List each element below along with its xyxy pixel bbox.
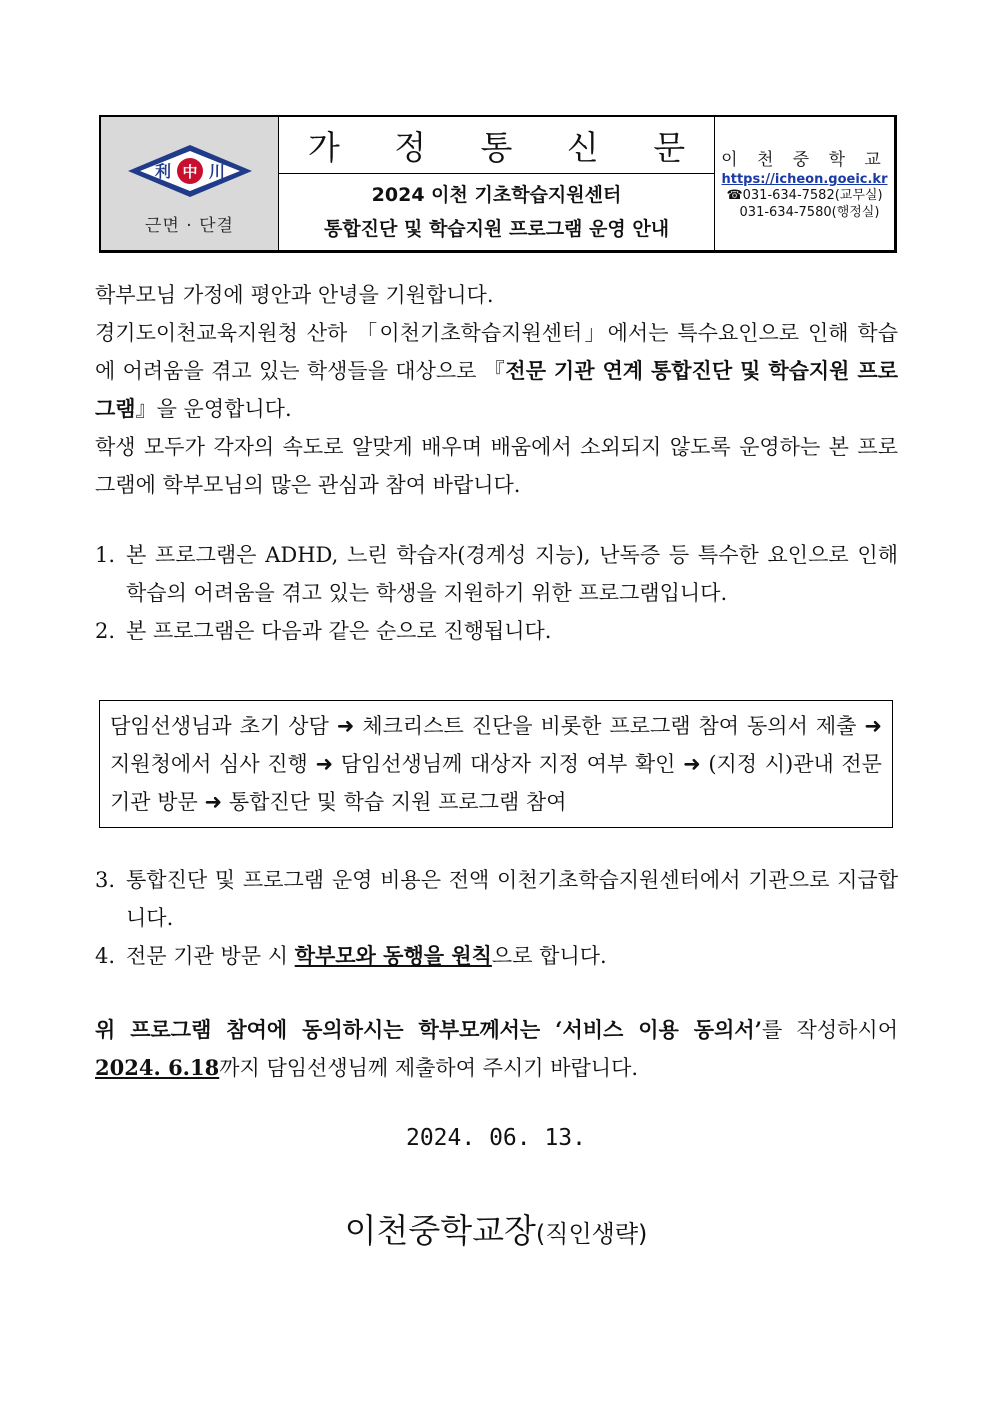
subtitle-line-1: 2024 이천 기초학습지원센터 (371, 184, 622, 206)
items-section-a (95, 536, 898, 650)
newsletter-title: 가 정 통 신 문 (279, 117, 714, 174)
arrow-right-icon: ➜ (864, 714, 882, 738)
item-number: 2. (95, 619, 116, 643)
subtitle-line-2: 통합진단 및 학습지원 프로그램 운영 안내 (323, 218, 670, 240)
item-number: 4. (95, 944, 116, 968)
school-name: 이 천 중 학 교 (721, 150, 888, 170)
list-item-1 (95, 536, 898, 612)
item-text-before: 전문 기관 방문 시 (126, 944, 295, 968)
flow-step-2: 체크리스트 진단을 비롯한 프로그램 참여 동의서 제출 (362, 714, 857, 738)
seal-omitted-note: (직인생략) (535, 1220, 648, 1248)
flow-step-4: 담임선생님께 대상자 지정 여부 확인 (340, 752, 676, 776)
emblem-char-left: 利 (154, 162, 171, 181)
item-number: 1. (95, 543, 116, 567)
item-emphasis: 학부모와 동행을 원칙 (294, 943, 492, 968)
arrow-right-icon: ➜ (336, 714, 355, 738)
arrow-right-icon: ➜ (204, 790, 223, 814)
item-text: 본 프로그램은 ADHD, 느린 학습자(경계성 지능), 난독증 등 특수한 요인으로 인해 학습의 어려움을 겪고 있는 학생을 지원하기 위한 프로그램입니다. (126, 543, 898, 605)
intro-text-a: 경기도이천교육지원청 산하 「이천기초학습지원센터」에서는 특수요인으로 인해 학습에 어려움을 겪고 있는 학생들을 대상으로 『 (95, 321, 898, 383)
closing-mid: 를 작성하시어 (761, 1018, 898, 1042)
newsletter-header (99, 115, 897, 253)
school-logo-cell (101, 117, 279, 250)
process-flow-box (99, 700, 893, 828)
closing-text (95, 1011, 898, 1087)
emblem-char-right: 川 (208, 162, 225, 181)
list-item-2 (95, 612, 898, 650)
arrow-right-icon: ➜ (315, 752, 334, 776)
flow-step-1: 담임선생님과 초기 상담 (110, 714, 329, 738)
program-intro-paragraph (95, 314, 898, 428)
item-text: 통합진단 및 프로그램 운영 비용은 전액 이천기초학습지원센터에서 기관으로 지급합니다. (126, 868, 898, 930)
school-motto: 근면 · 단결 (145, 216, 234, 236)
school-info-cell (715, 117, 894, 250)
greeting-line: 학부모님 가정에 평안과 안녕을 기원합니다. (95, 283, 494, 307)
item-text-after: 으로 합니다. (491, 944, 607, 968)
closing-end: 까지 담임선생님께 제출하여 주시기 바랍니다. (219, 1056, 639, 1080)
newsletter-subtitle (279, 174, 714, 250)
list-item-4 (95, 937, 898, 975)
item-number: 3. (95, 868, 116, 892)
request-paragraph: 학생 모두가 각자의 속도로 알맞게 배우며 배움에서 소외되지 않도록 운영하는 본 프로그램에 학부모님의 많은 관심과 참여 바랍니다. (95, 435, 898, 497)
closing-paragraph (95, 1011, 898, 1087)
phone-admin-office: 031-634-7580(행정실) (739, 205, 880, 220)
list-item-3 (95, 861, 898, 937)
flow-step-6: 통합진단 및 학습 지원 프로그램 참여 (228, 790, 567, 814)
deadline-date: 2024. 6.18 (95, 1055, 220, 1080)
consent-request-emphasis: 위 프로그램 참여에 동의하시는 학부모께서는 ‘서비스 이용 동의서’ (95, 1017, 762, 1042)
flow-step-5: (지정 시)관내 전문 기관 방문 (110, 752, 882, 814)
flow-step-3: 지원청에서 심사 진행 (110, 752, 308, 776)
principal-title: 이천중학교장 (344, 1211, 536, 1250)
emblem-char-center: 中 (181, 163, 198, 181)
intro-text-b: 』을 운영합니다. (135, 397, 292, 421)
arrow-right-icon: ➜ (683, 752, 701, 776)
program-name-emphasis: 전문 기관 연계 통합진단 및 학습지원 프로그램 (95, 358, 898, 421)
items-section-b (95, 861, 898, 975)
principal-signature (0, 1205, 992, 1252)
phone-academic-office: ☎031-634-7582(교무실) (726, 188, 883, 203)
intro-section (95, 276, 898, 504)
issue-date: 2024. 06. 13. (405, 1125, 586, 1151)
title-cell (279, 117, 715, 250)
item-text: 본 프로그램은 다음과 같은 순으로 진행됩니다. (126, 619, 552, 643)
school-website-link[interactable]: https://icheon.goeic.kr (721, 172, 888, 187)
school-emblem (126, 143, 254, 199)
